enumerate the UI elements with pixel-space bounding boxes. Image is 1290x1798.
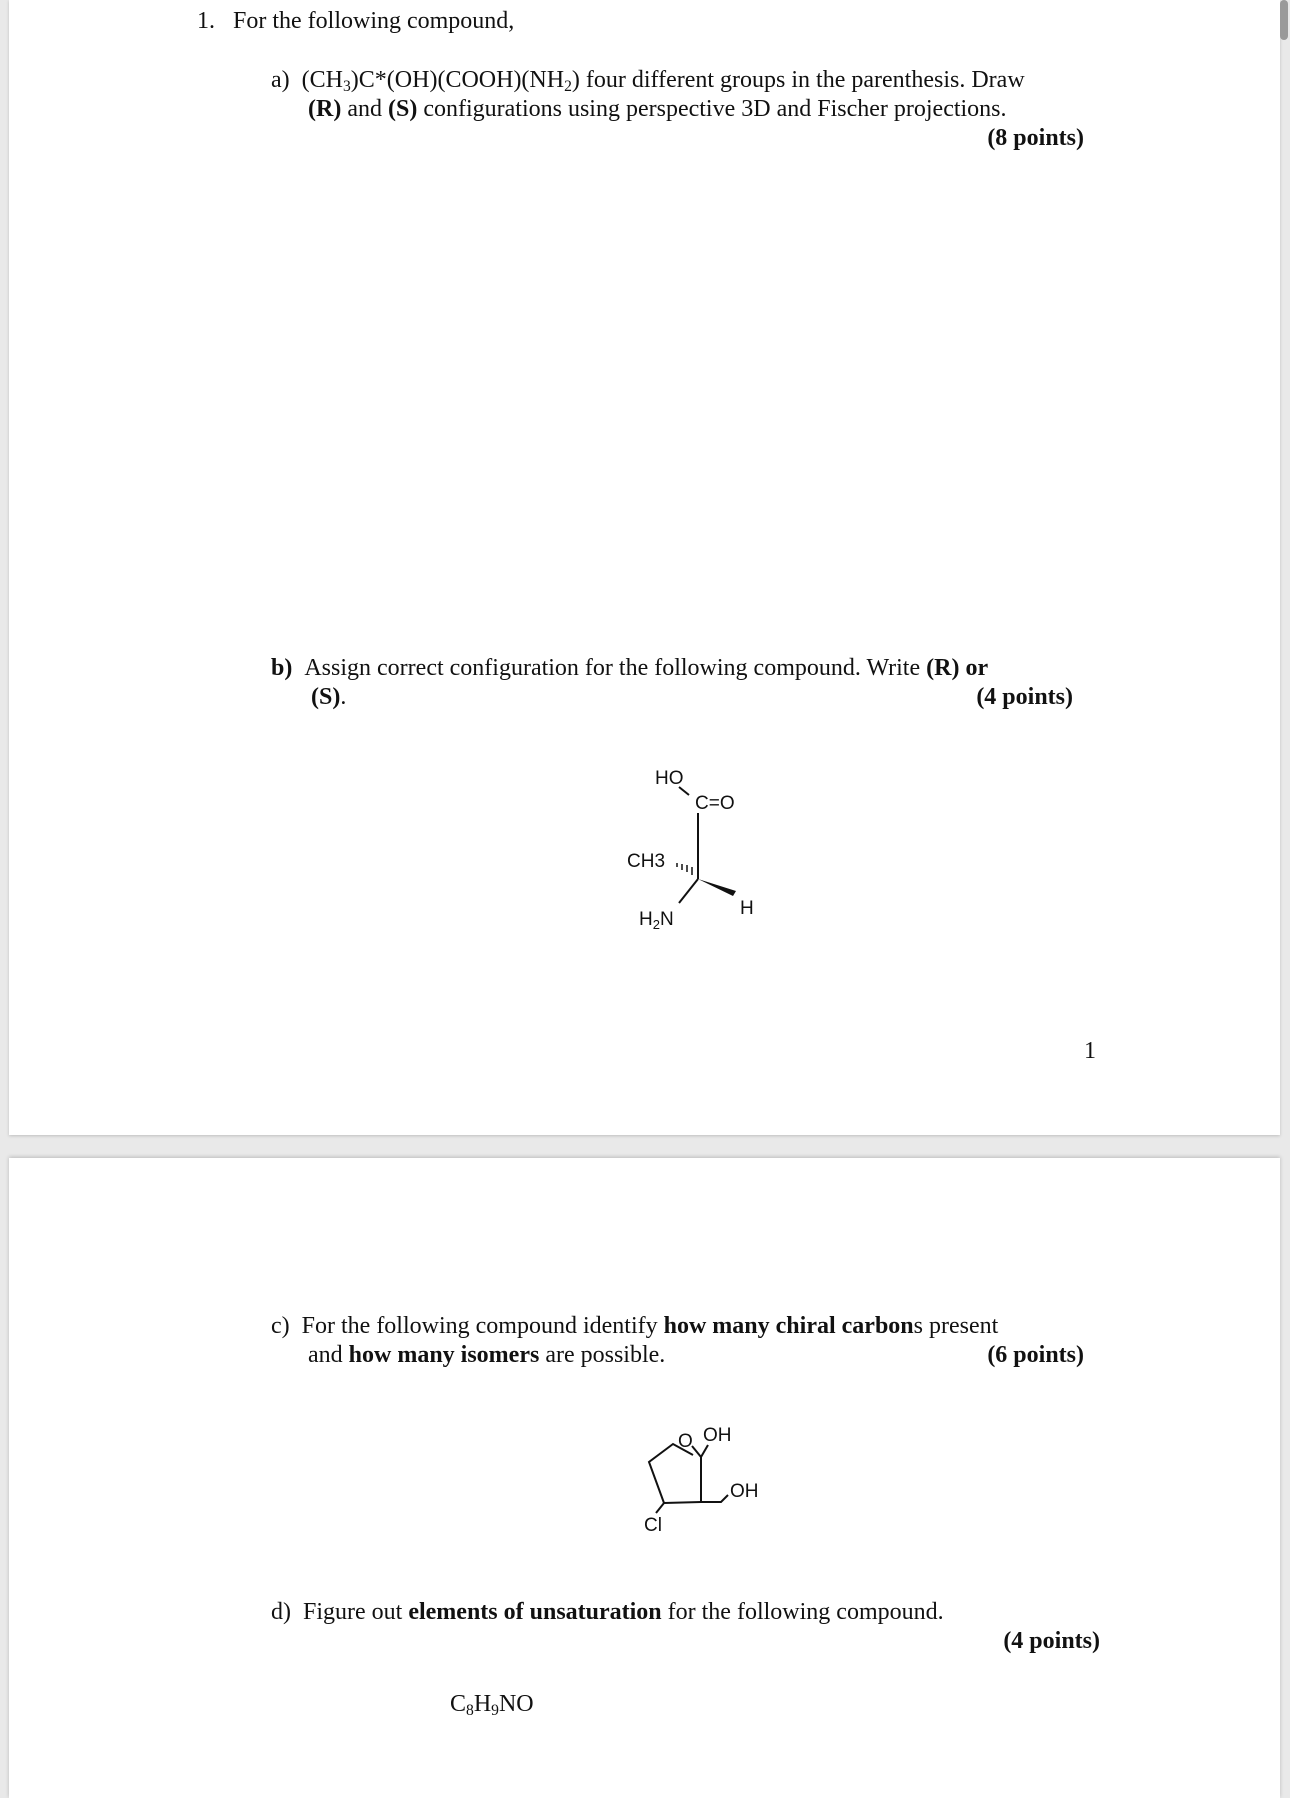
part-b-line-2: (S). (311, 684, 347, 710)
h2n-label: $H_2N$ (639, 909, 674, 932)
page-number: 1 (1084, 1038, 1096, 1064)
hashed-wedge-bond (677, 863, 692, 875)
document-page-2 (9, 1158, 1280, 1798)
part-a-formula: $(CH_3)C*(OH)(COOH)(NH_2)$ (301, 67, 580, 95)
oh1-bond (701, 1445, 708, 1457)
part-c-label: c) (271, 1313, 290, 1339)
nh2-bond (679, 879, 698, 903)
question-1-heading (197, 7, 514, 36)
ho-label: HO (655, 768, 684, 789)
part-b-structure (609, 755, 809, 945)
document-page-1 (9, 0, 1280, 1135)
part-d-label: d) (271, 1599, 291, 1625)
oh2-label: OH (730, 1481, 759, 1502)
part-b-label: b) (271, 655, 293, 681)
ring-oxygen-label: O (678, 1431, 693, 1452)
part-a-line-2: (R) and (S) configurations using perspective 3D and Fischer projections. (308, 96, 1007, 122)
h-label: H (740, 898, 754, 919)
ring-bottom-bond (664, 1502, 701, 1503)
ring-o-c-bond (692, 1446, 701, 1457)
solid-wedge-bond (698, 879, 736, 896)
ho-bond (679, 787, 689, 795)
part-b-line-1: b) Assign correct configuration for the following compound. Write (R) or (271, 655, 989, 681)
part-a-points: (8 points) (987, 125, 1084, 151)
part-c-line-2: and how many isomers are possible. (308, 1342, 666, 1368)
ring-bonds-left (649, 1444, 693, 1503)
part-a-line1-rest: four different groups in the parenthesis. Draw (579, 67, 1025, 93)
ch3-label: CH3 (627, 851, 666, 872)
part-a-line-1 (271, 66, 1025, 95)
part-d-formula: $C_8H_9NO$ (450, 1691, 534, 1719)
ch2oh-chain (701, 1495, 728, 1502)
carbonyl-label: C=O (695, 793, 735, 814)
part-c-points: (6 points) (987, 1342, 1084, 1368)
part-d-line-1: d) Figure out elements of unsaturation for the following compound. (271, 1599, 944, 1625)
part-a-label: a) (271, 67, 290, 93)
scrollbar-thumb[interactable] (1280, 0, 1288, 40)
cl-label: Cl (644, 1515, 662, 1536)
question-title: For the following compound, (233, 8, 515, 34)
part-d-points: (4 points) (1003, 1628, 1100, 1654)
question-number: 1. (197, 8, 215, 34)
part-c-structure (609, 1408, 809, 1538)
part-c-line-1: c) For the following compound identify how many chiral carbons present (271, 1313, 999, 1339)
oh1-label: OH (703, 1425, 732, 1446)
cl-bond (656, 1503, 664, 1513)
part-b-points: (4 points) (976, 684, 1073, 710)
